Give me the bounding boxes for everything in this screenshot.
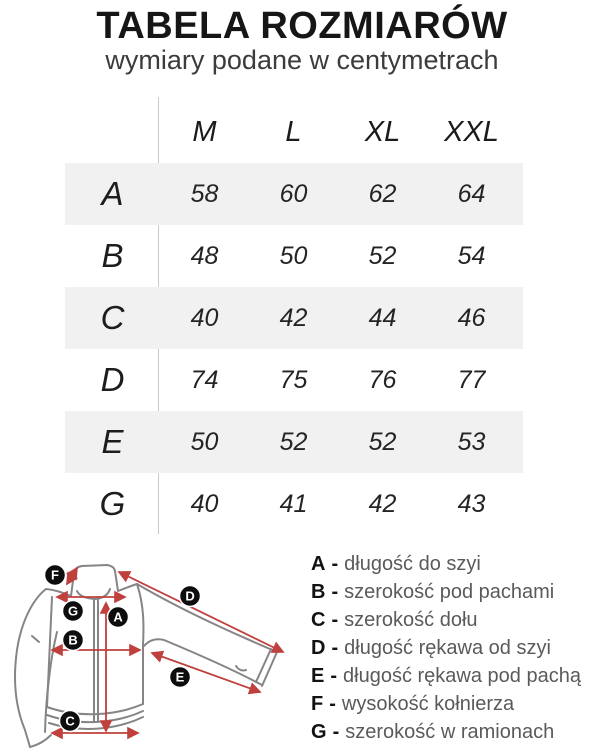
row-label: A [101,175,124,212]
badge-letter: G [67,603,79,619]
table-row [65,287,523,349]
legend-dash: - [331,636,339,659]
table-cell: 43 [457,489,486,518]
legend-letter: G [311,720,327,743]
legend-letter: B [311,580,326,603]
table-cell: 74 [190,365,219,394]
measure-badge-e [170,667,191,688]
table-cell: 64 [457,179,486,208]
legend-dash: - [330,664,338,687]
jacket-outline [15,565,277,747]
measurement-lines [52,568,283,733]
legend-description: długość rękawa od szyi [344,636,551,659]
table-cell: 50 [279,241,308,270]
table-cell: 77 [457,365,486,394]
table-cell: 41 [279,489,308,518]
badge-letter: B [68,632,78,648]
size-column-header-xl: XL [364,115,401,148]
table-cell: 42 [368,489,397,518]
badge-letter: D [185,588,195,604]
table-header-row [65,101,523,163]
legend-letter: E [311,664,325,687]
legend-letter: F [311,692,324,715]
measure-badge-d [180,586,201,607]
page-subtitle: wymiary podane w centymetrach [105,45,499,75]
table-cell: 52 [368,241,397,270]
table-cell: 53 [457,427,486,456]
badge-letter: C [65,713,75,729]
measurement-legend [311,550,581,746]
table-row [65,411,523,473]
legend-item-a [311,550,581,578]
table-cell: 60 [279,179,308,208]
table-cell: 48 [190,241,219,270]
size-table [65,101,523,535]
legend-item-c [311,606,581,634]
legend-item-e [311,662,581,690]
table-cell: 62 [368,179,397,208]
table-cell: 46 [457,303,486,332]
legend-description: długość rękawa pod pachą [343,664,581,687]
table-cell: 40 [190,303,219,332]
legend-letter: C [311,608,326,631]
row-label: D [100,361,125,398]
legend-description: szerokość w ramionach [345,720,555,743]
table-cell: 52 [368,427,397,456]
badge-letter: E [175,669,185,685]
legend-item-f [311,690,581,718]
legend-item-g [311,718,581,746]
measure-badge-f [45,565,66,586]
table-cell: 75 [279,365,308,394]
table-cell: 40 [190,489,219,518]
legend-description: długość do szyi [344,552,481,575]
page-title: TABELA ROZMIARÓW [96,5,508,47]
size-column-header-l: L [285,115,302,148]
size-column-header-xxl: XXL [444,115,499,148]
size-column-header-m: M [192,115,217,148]
legend-dash: - [329,692,336,715]
legend-description: szerokość pod pachami [344,580,555,603]
legend-dash: - [331,580,339,603]
table-row [65,163,523,225]
legend-item-d [311,634,581,662]
row-label: G [99,485,126,522]
measure-badge-a [108,607,129,628]
measure-badge-b [63,630,84,651]
row-label: B [101,237,124,274]
measure-badge-g [63,601,84,622]
legend-dash: - [332,720,340,743]
measure-badge-c [60,711,81,732]
table-cell: 44 [368,303,397,332]
table-row [65,225,523,287]
table-cell: 58 [190,179,219,208]
table-row [65,473,523,535]
legend-letter: D [311,636,326,659]
table-cell: 54 [457,241,486,270]
table-cell: 42 [279,303,308,332]
legend-letter: A [311,552,326,575]
table-cell: 50 [190,427,219,456]
legend-dash: - [331,608,339,631]
table-cell: 52 [279,427,308,456]
legend-description: wysokość kołnierza [341,692,515,715]
legend-item-b [311,578,581,606]
row-label: E [101,423,124,460]
legend-description: szerokość dołu [344,608,478,631]
badge-letter: A [113,609,123,625]
row-label: C [100,299,125,336]
jacket-measurement-diagram [0,560,310,756]
legend-dash: - [331,552,339,575]
badge-letter: F [51,567,59,583]
table-cell: 76 [368,365,397,394]
table-row [65,349,523,411]
